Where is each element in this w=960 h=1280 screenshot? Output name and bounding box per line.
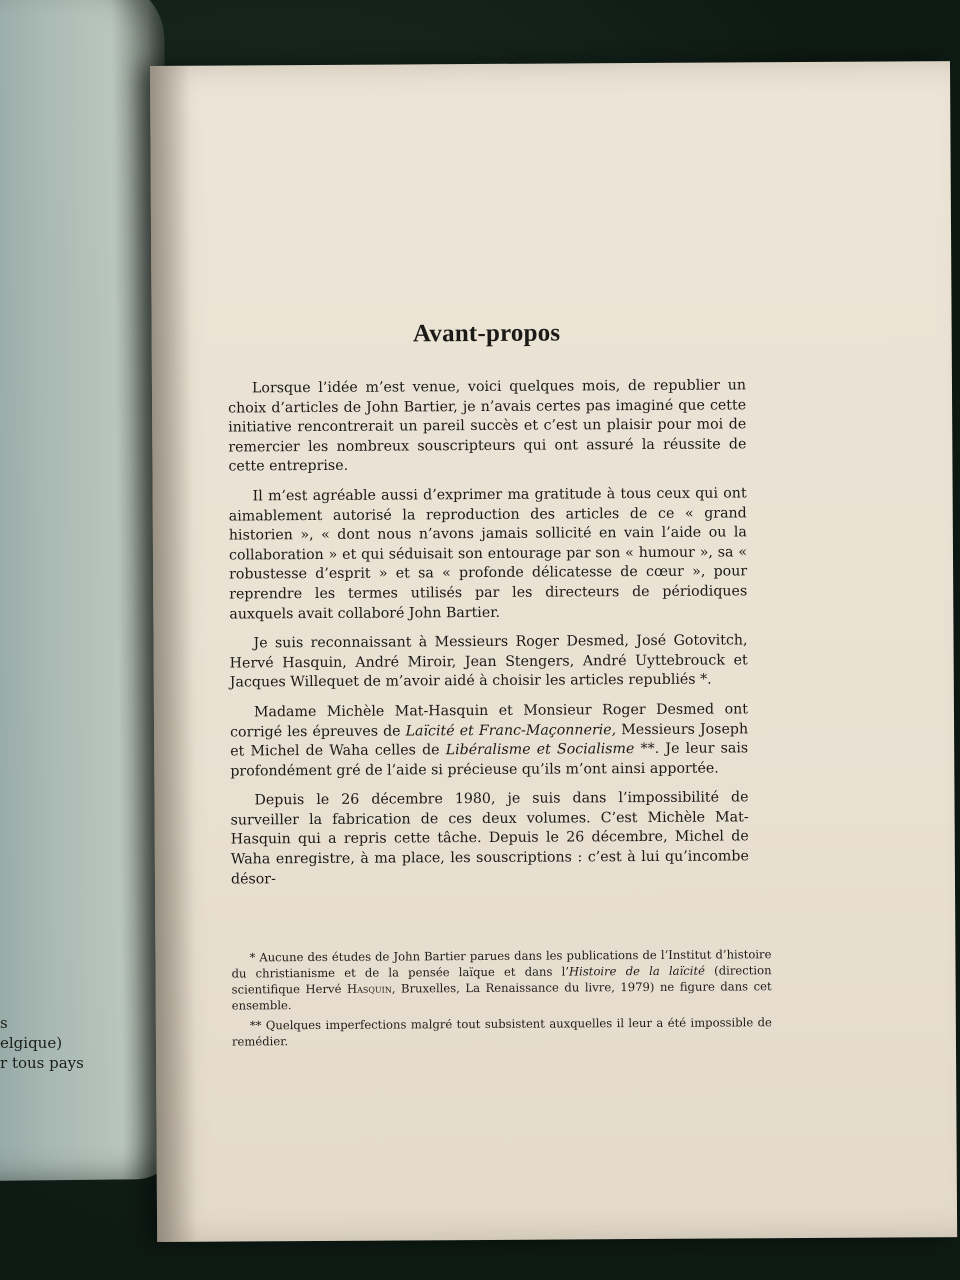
- gutter-shadow: [150, 66, 197, 1242]
- text-run: Lorsque l’idée m’est venue, voici quelques mois, de republier un choix d’articles de John Bartier, je n’avais certes pas imaginé que cette initiative rencontrerait un pareil succès et c’est un plaisir pour moi de remercier les nombreux souscripteurs qui ont assuré la réussite de cette entreprise.: [228, 377, 747, 475]
- text-run: * Aucune des études de John Bartier parues dans les publications de l’Institut d’histoire du christianisme et de la pensée laïque et dans l’: [231, 947, 772, 981]
- right-page: [150, 61, 957, 1242]
- italic-title: Libéralisme et Socialisme: [445, 741, 635, 759]
- text-run: , Bruxelles, La Renaissance du livre, 1979) ne figure dans cet ensemble.: [231, 979, 772, 1013]
- page-content: [228, 318, 750, 899]
- text-run: Je suis reconnaissant à Messieurs Roger Desmed, José Gotovitch, Hervé Hasquin, André Miroir, Jean Stengers, André Uyttebrouck et Jacques Willequet de m’avoir aidé à choisir les articles republiés *.: [229, 632, 748, 691]
- text-run: **. Je leur sais profondément gré de l’aide si précieuse qu’ils m’ont ainsi apportée.: [230, 740, 749, 780]
- paragraph: [230, 789, 749, 890]
- italic-title: Histoire de la laïcité: [568, 963, 706, 979]
- paragraph: [230, 700, 748, 782]
- left-page-fragment: elgique): [0, 1034, 63, 1052]
- text-run: Madame Michèle Mat-Hasquin et Monsieur Roger Desmed ont corrigé les épreuves de: [230, 701, 748, 741]
- body-text: [228, 376, 749, 889]
- small-caps-name: Hasquin: [346, 981, 392, 996]
- footnote: [231, 946, 771, 1013]
- footnote: [232, 1014, 772, 1049]
- left-page-fragment: r tous pays: [0, 1054, 84, 1072]
- text-run: Messieurs Joseph et Michel de Waha celles de: [230, 720, 749, 760]
- paragraph: [228, 376, 747, 477]
- text-run: Depuis le 26 décembre 1980, je suis dans l’impossibilité de surveiller la fabrication de ces deux volumes. C’est Michèle Mat-Hasquin qui a repris cette tâche. Depuis le 26 décembre, Michel de Waha enregistre, à ma place, les souscriptions : c’est à lui qu’incombe désor-: [230, 789, 749, 888]
- paragraph: [229, 631, 747, 693]
- page-title: Avant-propos: [412, 319, 561, 348]
- text-run: Il m’est agréable aussi d’exprimer ma gratitude à tous ceux qui ont aimablement autorisé la reproduction des articles de ce « grand historien », « dont nous n’avons jamais sollicité en vain l’aide ou la collaboration » et qui séduisait son entourage par son « humour », sa « robustesse d’esprit » et sa « profonde délicatesse de cœur », pour reprendre les termes utilisés par les directeurs de périodiques auxquels avait collaboré John Bartier.: [228, 485, 748, 623]
- paragraph: [229, 484, 748, 624]
- footnotes: [231, 946, 772, 1053]
- text-run: (direction scientifique Hervé: [231, 963, 772, 997]
- left-page-fragment: s: [0, 1014, 8, 1032]
- italic-title: Laïcité et Franc-Maçonnerie,: [405, 721, 617, 739]
- text-run: ** Quelques imperfections malgré tout subsistent auxquelles il leur a été impossible de remédier.: [231, 1015, 772, 1049]
